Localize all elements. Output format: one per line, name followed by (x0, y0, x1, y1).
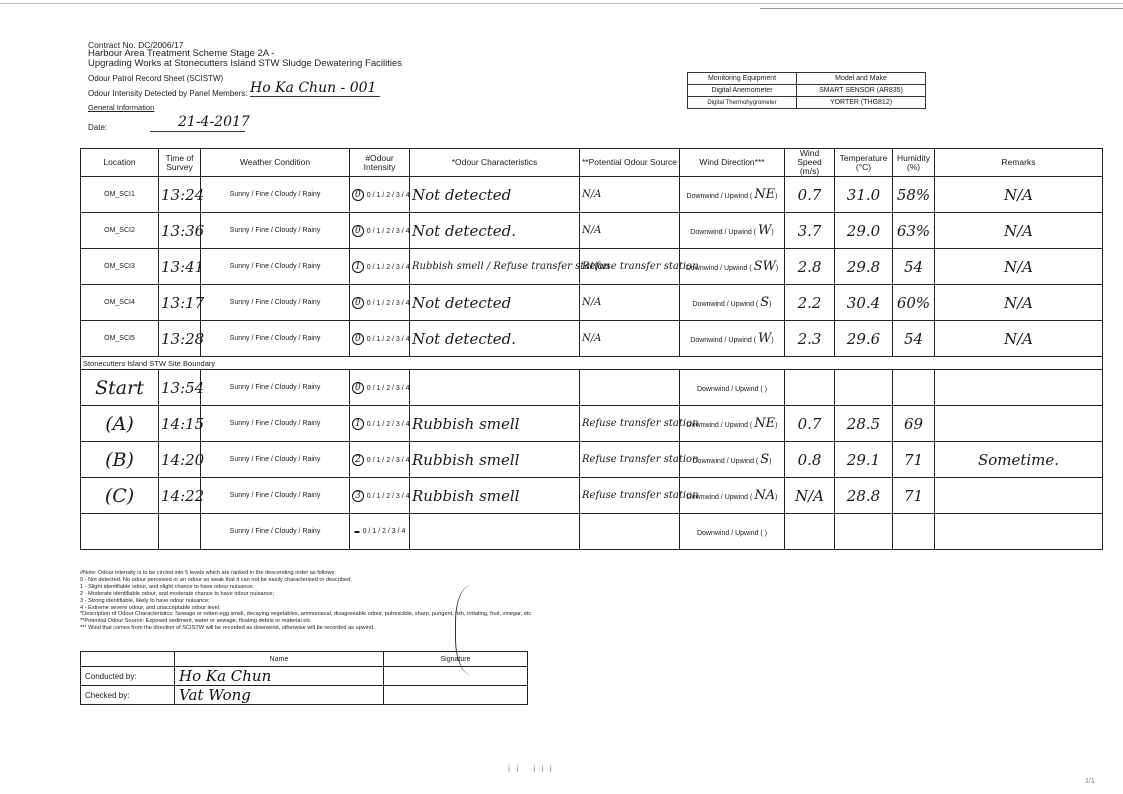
table-row (81, 321, 1103, 357)
intensity-value: 0 (352, 297, 364, 309)
wind-close-paren: ) (775, 265, 779, 272)
intensity-value: 0 (352, 382, 364, 394)
note-line: *Description of Odour Characteristics: Sewage or rotten-egg smell, decaying vegetables, ammoniacal, disagreeable odour, putrescible, sharp, pungent, fish, irritating, fruit, vinegar, etc (80, 611, 532, 618)
equipment-name: Digital Anemometer (688, 85, 797, 97)
remarks-cell: Sometime. (935, 442, 1103, 478)
wind-options: Downwind / Upwind ( (686, 494, 753, 501)
wind-close-paren: ) (764, 386, 768, 393)
intensity-cell (350, 442, 410, 478)
wind-direction-value: W (758, 331, 772, 346)
col-characteristics: *Odour Characteristics (410, 149, 580, 177)
table-header-row (81, 149, 1103, 177)
source-cell: N/A (580, 321, 680, 357)
note-line: 0 - Not detected. No odour perceived or an odour so weak that it can not be easily characterised or described; (80, 576, 352, 583)
intensity-scale: 0 / 1 / 2 / 3 / 4 (366, 492, 410, 500)
time-cell: 13:54 (159, 370, 201, 406)
section-row (81, 357, 1103, 370)
general-information: General Information (88, 103, 155, 112)
intensity-scale: 0 / 1 / 2 / 3 / 4 (366, 335, 410, 343)
location-cell: OM_SCI4 (81, 285, 159, 321)
wind-direction-value: NE (754, 416, 776, 431)
wind-options: Downwind / Upwind ( (690, 337, 757, 344)
col-temperature: Temperature (°C) (835, 149, 893, 177)
checked-label: Checked by: (81, 686, 175, 705)
wind-options: Downwind / Upwind ( (696, 530, 763, 537)
wind-speed-cell: 0.7 (785, 177, 835, 213)
wind-speed-cell: 0.7 (785, 406, 835, 442)
date-value: 21-4-2017 (178, 114, 250, 130)
note-line: #Note: Odour intensity is to be circled into 5 levels which are ranked in the descending order as follows: (80, 570, 336, 576)
intensity-cell (350, 285, 410, 321)
remarks-cell: N/A (935, 177, 1103, 213)
source-cell: N/A (580, 285, 680, 321)
characteristics-cell: Not detected (410, 285, 580, 321)
table-row (81, 442, 1103, 478)
intensity-cell (350, 370, 410, 406)
weather-cell: Sunny / Fine / Cloudy / Rainy (201, 442, 350, 478)
wind-speed-cell: 2.2 (785, 285, 835, 321)
remarks-cell: N/A (935, 249, 1103, 285)
weather-cell: Sunny / Fine / Cloudy / Rainy (201, 213, 350, 249)
time-cell (159, 514, 201, 550)
wind-close-paren: ) (769, 458, 772, 465)
characteristics-cell: Not detected (410, 177, 580, 213)
time-cell: 13:36 (159, 213, 201, 249)
location-cell: Start (81, 370, 159, 406)
humidity-cell: 71 (893, 478, 935, 514)
intensity-value: 0 (352, 225, 364, 237)
intensity-cell (350, 478, 410, 514)
intensity-scale: 0 / 1 / 2 / 3 / 4 (362, 528, 406, 535)
col-source: **Potential Odour Source (580, 149, 680, 177)
location-cell: OM_SCI2 (81, 213, 159, 249)
remarks-cell (935, 370, 1103, 406)
table-row (81, 177, 1103, 213)
humidity-cell (893, 514, 935, 550)
wind-close-paren: ) (764, 530, 768, 537)
page-number: 1/1 (1085, 778, 1095, 785)
intensity-value: 0 (352, 333, 364, 345)
remarks-cell (935, 514, 1103, 550)
intensity-cell (350, 321, 410, 357)
remarks-cell: N/A (935, 321, 1103, 357)
time-cell: 14:22 (159, 478, 201, 514)
characteristics-cell (410, 370, 580, 406)
wind-direction-value: S (760, 452, 770, 467)
note-line: *** Wind that comes from the direction of SCISTW will be recorded as downwind, otherwise will be recorded as upwind. (80, 625, 375, 632)
temperature-cell: 29.0 (835, 213, 893, 249)
note-line: 4 - Extreme severe odour, and unacceptable odour level. (80, 604, 221, 611)
wind-options: Downwind / Upwind ( (696, 386, 763, 393)
wind-options: Downwind / Upwind ( (685, 265, 752, 272)
boundary-rows (81, 370, 1103, 550)
col-weather: Weather Condition (201, 149, 350, 177)
temperature-cell: 29.6 (835, 321, 893, 357)
name-header: Name (175, 652, 384, 667)
table-row (81, 285, 1103, 321)
intensity-cell (350, 514, 410, 550)
equipment-header: Monitoring Equipment (688, 73, 797, 85)
location-cell: OM_SCI1 (81, 177, 159, 213)
panel-underline (250, 96, 380, 97)
time-cell: 14:15 (159, 406, 201, 442)
location-cell (81, 514, 159, 550)
date-underline (150, 131, 245, 132)
time-cell: 13:41 (159, 249, 201, 285)
intensity-value: 1 (352, 261, 364, 273)
project-line-2: Upgrading Works at Stonecutters Island STW Sludge Dewatering Facilities (88, 58, 402, 69)
equipment-model: YORTER (THG812) (797, 97, 926, 109)
intensity-cell (350, 213, 410, 249)
equipment-name: Digital Thermohygrometer (688, 97, 797, 109)
intensity-cell (350, 177, 410, 213)
humidity-cell: 60% (893, 285, 935, 321)
col-wind-direction: Wind Direction*** (680, 149, 785, 177)
source-cell (580, 370, 680, 406)
table-row (81, 514, 1103, 550)
scan-edge-line (0, 3, 1123, 4)
intensity-cell (350, 249, 410, 285)
model-header: Model and Make (797, 73, 926, 85)
weather-cell: Sunny / Fine / Cloudy / Rainy (201, 478, 350, 514)
intensity-value: 1 (352, 418, 364, 430)
section-label: Stonecutters Island STW Site Boundary (81, 357, 1103, 370)
contract-number: Contract No. DC/2006/17 (88, 40, 184, 50)
wind-close-paren: ) (771, 337, 774, 344)
wind-options: Downwind / Upwind ( (692, 301, 759, 308)
intensity-value: 3 (352, 490, 364, 502)
source-cell: Refuse transfer station (580, 442, 680, 478)
col-time: Time of Survey (159, 149, 201, 177)
project-line-1: Harbour Area Treatment Scheme Stage 2A - (88, 48, 275, 59)
intensity-scale: 0 / 1 / 2 / 3 / 4 (366, 384, 410, 392)
wind-close-paren: ) (769, 301, 772, 308)
humidity-cell (893, 370, 935, 406)
characteristics-cell: Not detected. (410, 213, 580, 249)
wind-speed-cell: 3.7 (785, 213, 835, 249)
remarks-cell: N/A (935, 213, 1103, 249)
source-cell (580, 514, 680, 550)
humidity-cell: 71 (893, 442, 935, 478)
location-cell: OM_SCI3 (81, 249, 159, 285)
col-intensity: #Odour Intensity (350, 149, 410, 177)
intensity-scale: 0 / 1 / 2 / 3 / 4 (366, 191, 410, 199)
remarks-cell (935, 406, 1103, 442)
characteristics-cell: Rubbish smell (410, 478, 580, 514)
weather-cell: Sunny / Fine / Cloudy / Rainy (201, 321, 350, 357)
wind-speed-cell: 0.8 (785, 442, 835, 478)
wind-speed-cell: 2.3 (785, 321, 835, 357)
wind-options: Downwind / Upwind ( (686, 193, 753, 200)
checked-name: Vat Wong (175, 686, 384, 705)
wind-speed-cell (785, 514, 835, 550)
site-rows (81, 177, 1103, 357)
wind-direction-cell (680, 478, 785, 514)
wind-close-paren: ) (771, 229, 774, 236)
sheet-title: Odour Patrol Record Sheet (SCISTW) (88, 74, 224, 83)
source-cell: N/A (580, 177, 680, 213)
wind-direction-value: W (758, 223, 772, 238)
humidity-cell: 58% (893, 177, 935, 213)
humidity-cell: 54 (893, 321, 935, 357)
location-cell: (B) (81, 442, 159, 478)
table-row (81, 213, 1103, 249)
wind-direction-cell (680, 177, 785, 213)
temperature-cell (835, 370, 893, 406)
temperature-cell: 29.1 (835, 442, 893, 478)
table-row (81, 406, 1103, 442)
intensity-value: 0 (352, 189, 364, 201)
wind-options: Downwind / Upwind ( (686, 422, 753, 429)
remarks-cell (935, 478, 1103, 514)
temperature-cell (835, 514, 893, 550)
temperature-cell: 31.0 (835, 177, 893, 213)
wind-close-paren: ) (775, 494, 778, 501)
footer-marks: ii iii (508, 764, 558, 775)
panel-members-value: Ho Ka Chun - 001 (250, 80, 377, 96)
source-cell: Refuse transfer station (580, 249, 680, 285)
source-cell: Refuse transfer station (580, 478, 680, 514)
intensity-scale: 0 / 1 / 2 / 3 / 4 (366, 227, 410, 235)
equipment-model: SMART SENSOR (AR835) (797, 85, 926, 97)
wind-close-paren: ) (775, 422, 778, 429)
scan-edge-line-2 (760, 8, 1123, 9)
signature-header: Signature (384, 652, 528, 667)
date-label: Date: (88, 123, 108, 132)
humidity-cell: 69 (893, 406, 935, 442)
note-line: 2 - Moderate identifiable odour, and moderate chance to have odour nuisance; (80, 590, 275, 597)
characteristics-cell: Rubbish smell / Refuse transfer station (410, 249, 580, 285)
conducted-label: Conducted by: (81, 667, 175, 686)
intensity-cell (350, 406, 410, 442)
weather-cell: Sunny / Fine / Cloudy / Rainy (201, 514, 350, 550)
panel-members-label: Odour Intensity Detected by Panel Members: (88, 89, 248, 98)
col-humidity: Humidity (%) (893, 149, 935, 177)
wind-direction-cell (680, 321, 785, 357)
equipment-table (687, 72, 926, 109)
conducted-name: Ho Ka Chun (175, 667, 384, 686)
wind-direction-cell (680, 249, 785, 285)
temperature-cell: 28.5 (835, 406, 893, 442)
wind-speed-cell (785, 370, 835, 406)
intensity-scale: 0 / 1 / 2 / 3 / 4 (366, 456, 410, 464)
intensity-scale: 0 / 1 / 2 / 3 / 4 (366, 420, 410, 428)
odour-record-table (80, 148, 1103, 550)
wind-options: Downwind / Upwind ( (690, 229, 757, 236)
source-cell: N/A (580, 213, 680, 249)
time-cell: 13:28 (159, 321, 201, 357)
source-cell: Refuse transfer station (580, 406, 680, 442)
wind-direction-value: NE (754, 187, 776, 202)
location-cell: (C) (81, 478, 159, 514)
intensity-value: 2 (352, 454, 364, 466)
weather-cell: Sunny / Fine / Cloudy / Rainy (201, 370, 350, 406)
table-row (81, 478, 1103, 514)
remarks-cell: N/A (935, 285, 1103, 321)
wind-close-paren: ) (775, 193, 778, 200)
table-row (81, 249, 1103, 285)
wind-direction-cell (680, 442, 785, 478)
temperature-cell: 28.8 (835, 478, 893, 514)
weather-cell: Sunny / Fine / Cloudy / Rainy (201, 249, 350, 285)
time-cell: 13:24 (159, 177, 201, 213)
signoff-table (80, 651, 528, 705)
location-cell: OM_SCI5 (81, 321, 159, 357)
wind-direction-cell (680, 285, 785, 321)
wind-direction-cell (680, 514, 785, 550)
temperature-cell: 30.4 (835, 285, 893, 321)
col-remarks: Remarks (935, 149, 1103, 177)
col-wind-speed: Wind Speed (m/s) (785, 149, 835, 177)
temperature-cell: 29.8 (835, 249, 893, 285)
wind-direction-value: S (760, 295, 770, 310)
intensity-scale: 0 / 1 / 2 / 3 / 4 (366, 263, 410, 271)
note-line: 3 - Strong identifiable, likely to have odour nuisance; (80, 597, 210, 604)
table-row (81, 370, 1103, 406)
wind-direction-value: NA (754, 488, 776, 503)
wind-direction-cell (680, 213, 785, 249)
intensity-scale: 0 / 1 / 2 / 3 / 4 (366, 299, 410, 307)
wind-speed-cell: 2.8 (785, 249, 835, 285)
weather-cell: Sunny / Fine / Cloudy / Rainy (201, 285, 350, 321)
characteristics-cell (410, 514, 580, 550)
wind-direction-cell (680, 370, 785, 406)
col-location: Location (81, 149, 159, 177)
wind-options: Downwind / Upwind ( (692, 458, 759, 465)
wind-direction-value: SW (753, 259, 776, 274)
intensity-value (354, 531, 360, 533)
characteristics-cell: Rubbish smell (410, 406, 580, 442)
note-line: **Potential Odour Source: Exposed sediment, water or sewage, floating debris or material etc (80, 618, 311, 625)
characteristics-cell: Not detected. (410, 321, 580, 357)
weather-cell: Sunny / Fine / Cloudy / Rainy (201, 177, 350, 213)
wind-speed-cell: N/A (785, 478, 835, 514)
notes-block (80, 570, 700, 632)
time-cell: 14:20 (159, 442, 201, 478)
humidity-cell: 63% (893, 213, 935, 249)
humidity-cell: 54 (893, 249, 935, 285)
characteristics-cell: Rubbish smell (410, 442, 580, 478)
weather-cell: Sunny / Fine / Cloudy / Rainy (201, 406, 350, 442)
location-cell: (A) (81, 406, 159, 442)
note-line: 1 - Slight identifiable odour, and slight chance to have odour nuisance; (80, 583, 254, 590)
time-cell: 13:17 (159, 285, 201, 321)
wind-direction-cell (680, 406, 785, 442)
